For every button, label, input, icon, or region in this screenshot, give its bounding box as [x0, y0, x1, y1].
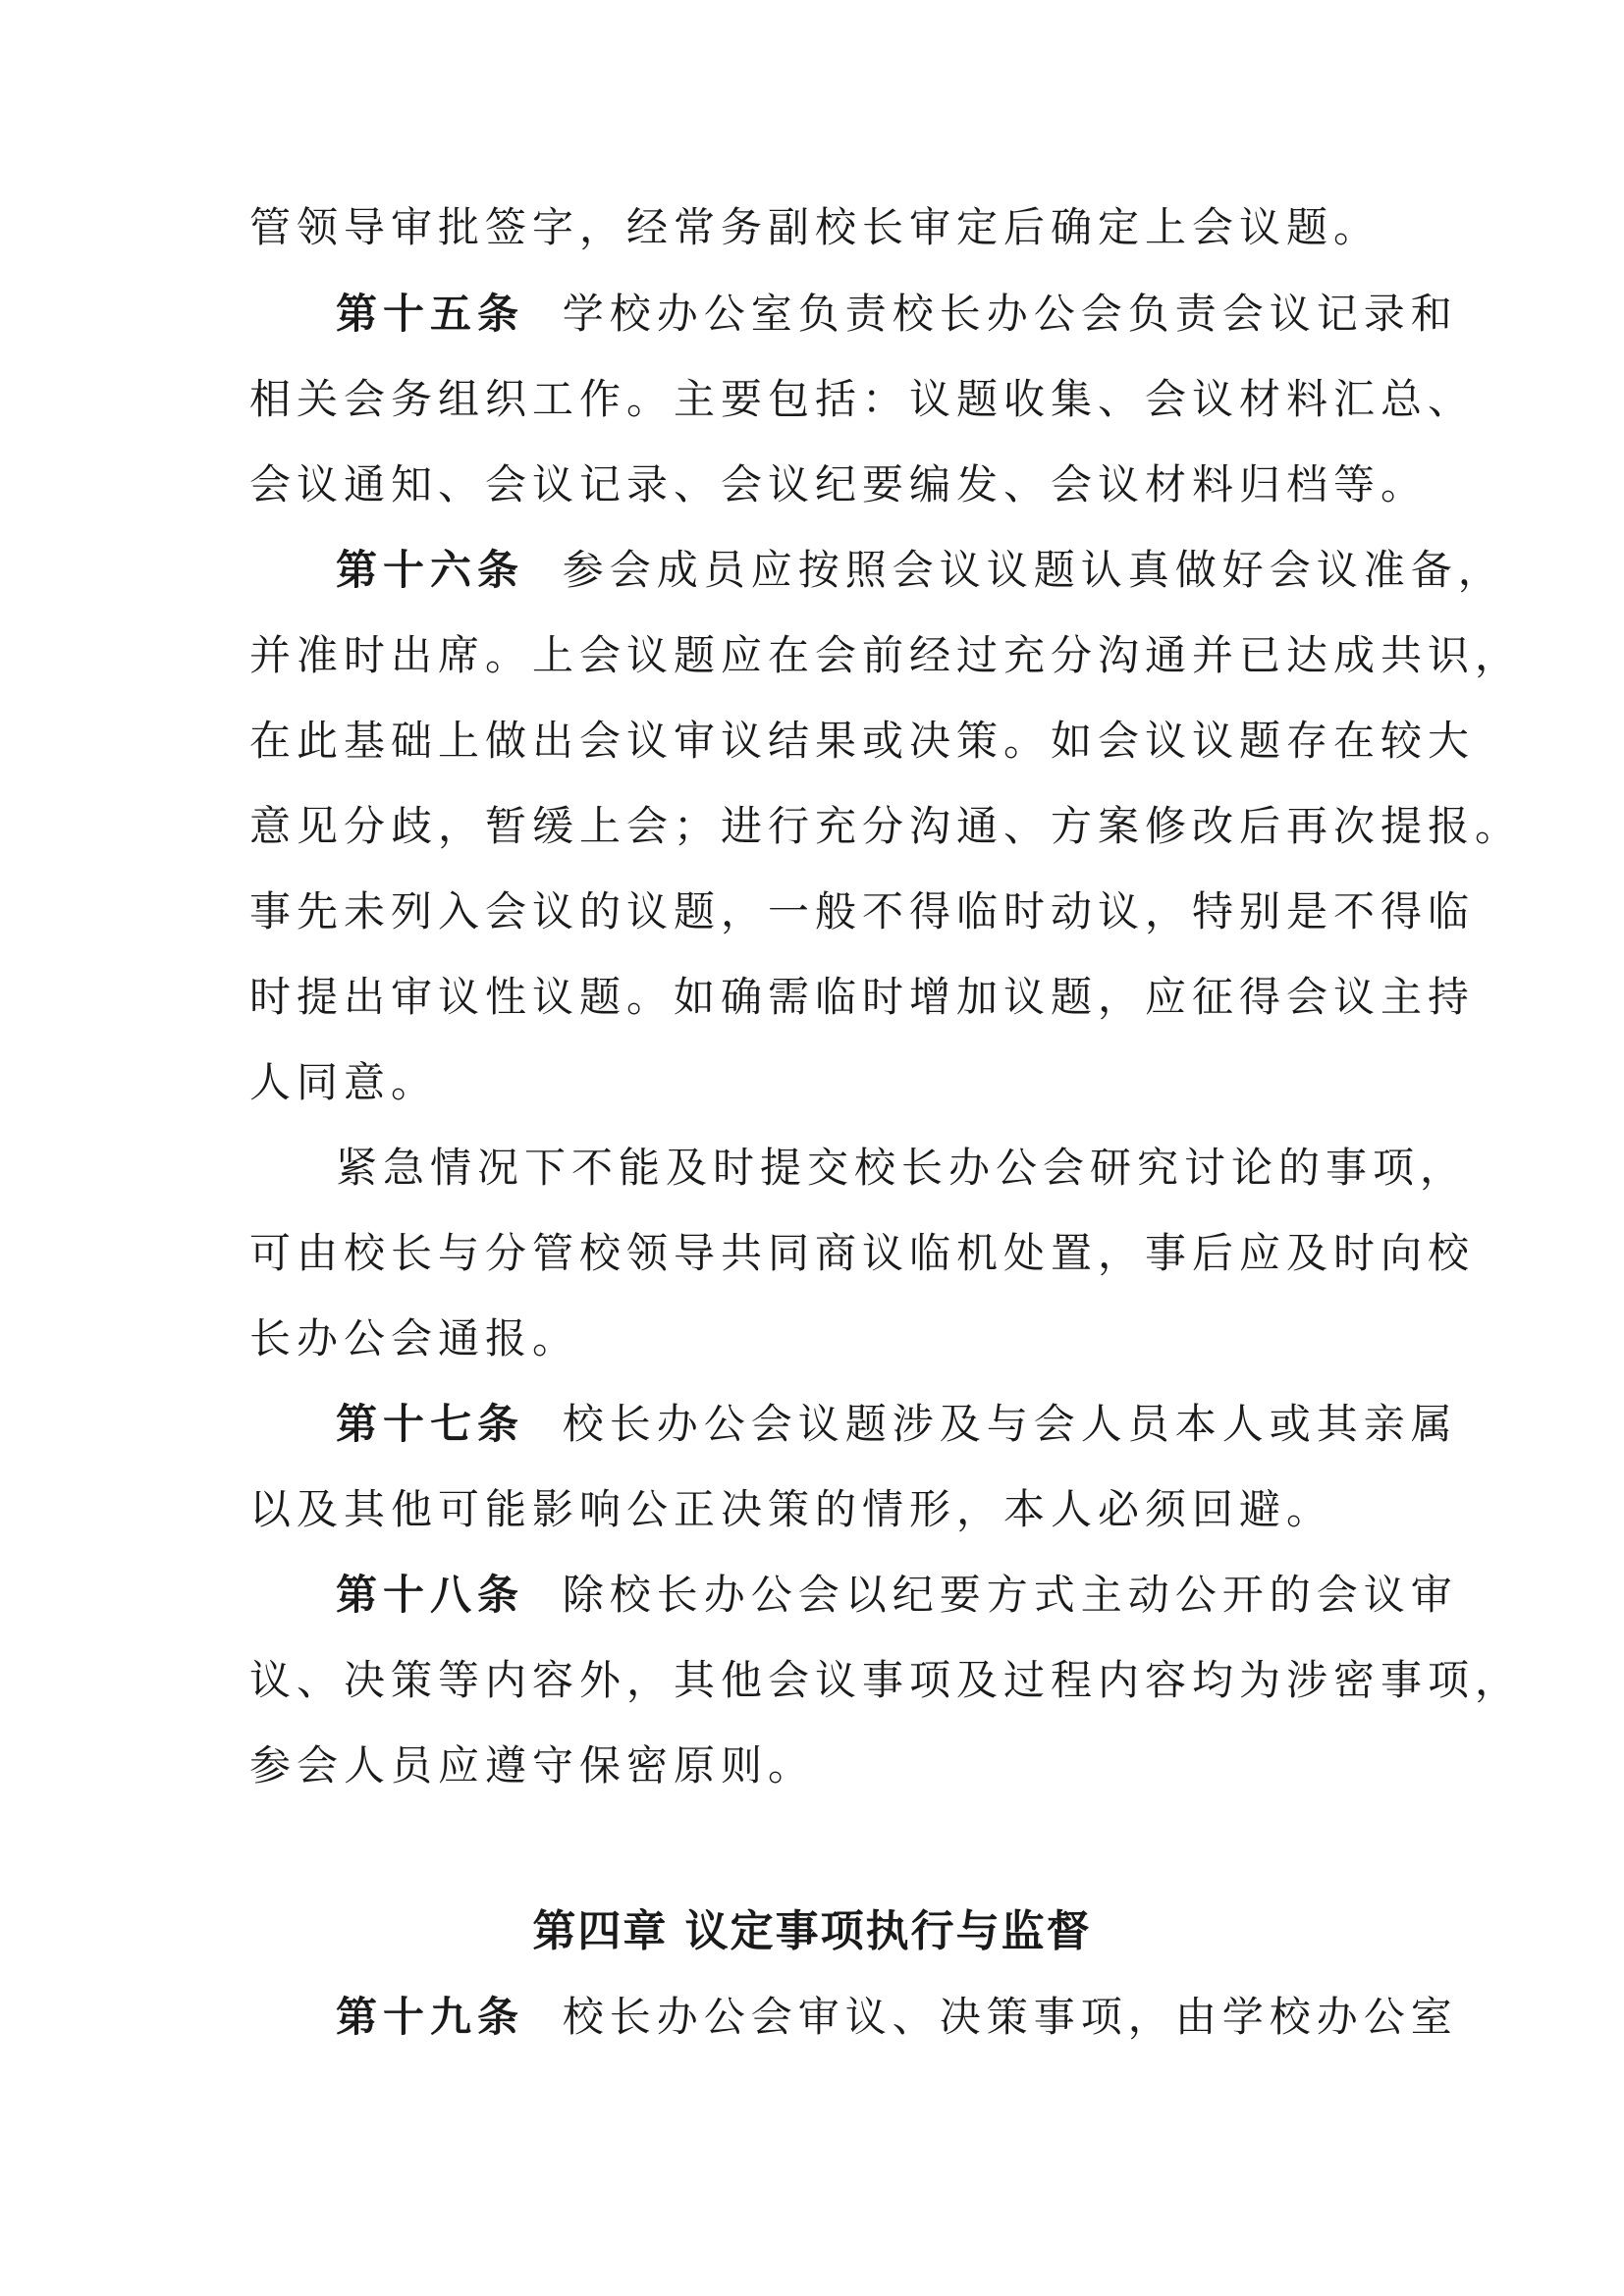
article-text: 校长办公会审议、决策事项，由学校办公室 [562, 1993, 1458, 2041]
text-line: 议、决策等内容外，其他会议事项及过程内容均为涉密事项， [249, 1656, 1523, 1704]
article-heading: 第十八条 [336, 1571, 525, 1619]
text-line: 并准时出席。上会议题应在会前经过充分沟通并已达成共识， [249, 631, 1523, 679]
text-line: 在此基础上做出会议审议结果或决策。如会议议题存在较大 [249, 717, 1476, 765]
text-line: 可由校长与分管校领导共同商议临机处置，事后应及时向校 [249, 1229, 1476, 1277]
article-heading: 第十五条 [336, 290, 525, 338]
article-text: 参会成员应按照会议议题认真做好会议准备， [562, 546, 1505, 594]
text-line: 时提出审议性议题。如确需临时增加议题，应征得会议主持 [249, 973, 1476, 1021]
text-line: 长办公会通报。 [249, 1314, 580, 1362]
article-text: 学校办公室负责校长办公会负责会议记录和 [562, 290, 1458, 338]
text-line: 人同意。 [249, 1058, 439, 1106]
text-line: 紧急情况下不能及时提交校长办公会研究讨论的事项， [336, 1144, 1468, 1192]
article-18 [336, 1564, 1458, 1627]
article-17 [336, 1393, 1458, 1456]
text-line: 事先未列入会议的议题，一般不得临时动议，特别是不得临 [249, 887, 1476, 935]
article-heading: 第十六条 [336, 546, 525, 594]
text-line: 管领导审批签字，经常务副校长审定后确定上会议题。 [249, 203, 1381, 251]
article-heading: 第十七条 [336, 1400, 525, 1448]
article-heading: 第十九条 [336, 1993, 525, 2041]
article-text: 校长办公会议题涉及与会人员本人或其亲属 [562, 1400, 1458, 1448]
article-text: 除校长办公会以纪要方式主动公开的会议审 [562, 1571, 1458, 1619]
text-line: 相关会务组织工作。主要包括：议题收集、会议材料汇总、 [249, 375, 1476, 423]
text-line: 参会人员应遵守保密原则。 [249, 1741, 816, 1789]
chapter-title: 第四章 议定事项执行与监督 [532, 1906, 1092, 1956]
article-15 [336, 283, 1458, 346]
text-line: 会议通知、会议记录、会议纪要编发、会议材料归档等。 [249, 460, 1429, 508]
text-line: 意见分歧，暂缓上会；进行充分沟通、方案修改后再次提报。 [249, 802, 1523, 850]
article-16 [336, 539, 1505, 602]
text-line: 以及其他可能影响公正决策的情形，本人必须回避。 [249, 1485, 1334, 1533]
article-19 [336, 1986, 1458, 2049]
